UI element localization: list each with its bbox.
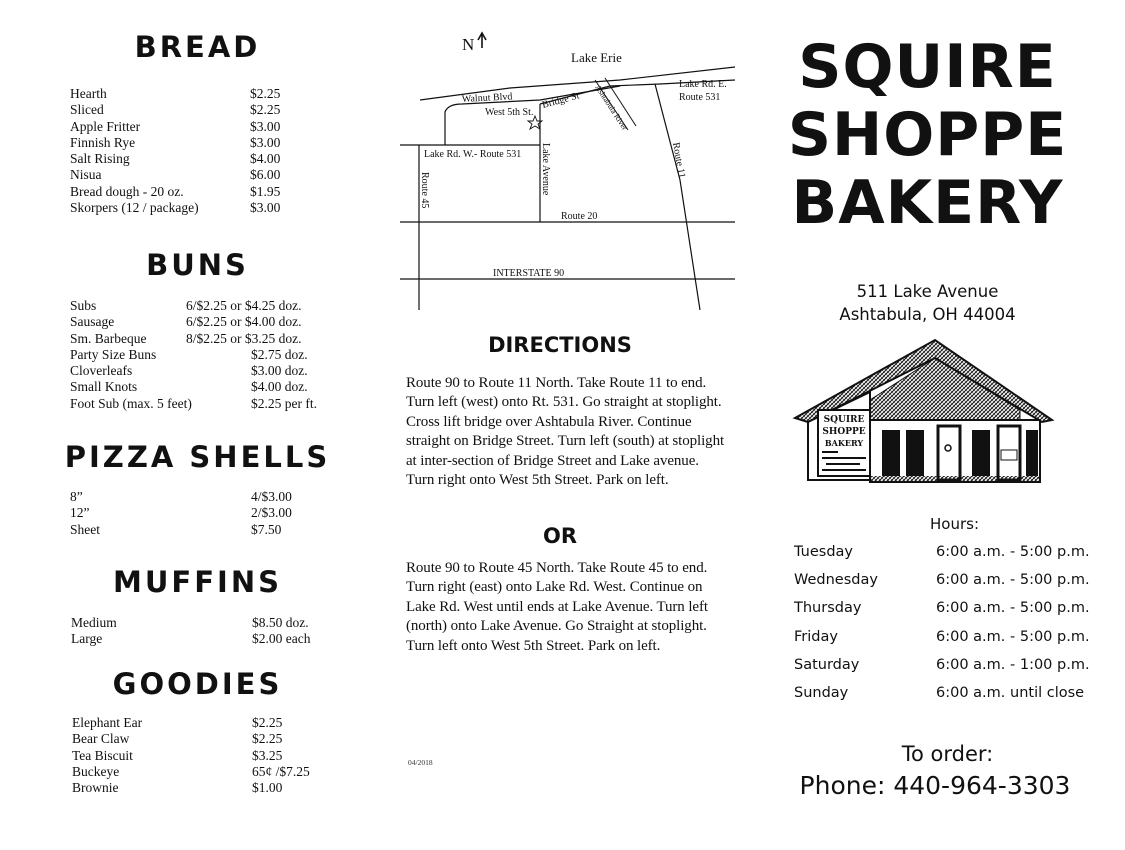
route-20-label: Route 20	[561, 211, 598, 222]
pizza-shells-heading: PIZZA SHELLS	[64, 440, 331, 474]
item-name: Large	[71, 631, 103, 647]
item-name: Sliced	[70, 102, 104, 118]
item-name: Brownie	[72, 780, 119, 796]
business-name-line3: BAKERY	[791, 168, 1064, 238]
hours-day: Thursday	[794, 600, 862, 617]
item-price: $3.25	[252, 747, 283, 763]
date-code: 04/2018	[408, 758, 433, 767]
list-item	[72, 731, 372, 747]
north-arrow-icon	[478, 33, 486, 48]
business-name-line1: SQUIRE	[798, 32, 1057, 102]
item-name: Tea Biscuit	[72, 747, 133, 763]
hours-row	[794, 629, 1114, 657]
directions-column	[390, 0, 770, 850]
item-price: 6/$2.25 or $4.25 doz.	[186, 298, 302, 313]
list-item	[70, 379, 370, 395]
goodies-list	[72, 715, 372, 796]
lake-erie-label: Lake Erie	[571, 50, 622, 65]
item-price: $3.00	[250, 200, 281, 216]
item-price: $2.25	[250, 86, 281, 101]
item-price: 8/$2.25 or $3.25 doz.	[186, 330, 302, 346]
address-line1: 511 Lake Avenue	[856, 282, 999, 301]
item-name: Finnish Rye	[70, 134, 136, 150]
list-item	[70, 167, 370, 183]
list-item	[70, 200, 370, 216]
item-name: Bread dough - 20 oz.	[70, 183, 184, 199]
menu-column	[0, 0, 390, 850]
buns-list	[70, 298, 370, 412]
item-price: $4.00 doz.	[251, 379, 308, 395]
item-name: 8”	[70, 489, 83, 504]
list-item	[71, 631, 371, 647]
list-item	[70, 119, 370, 135]
lake-rd-west-label: Lake Rd. W.- Route 531	[424, 149, 522, 160]
item-price: 4/$3.00	[251, 489, 292, 504]
item-name: Party Size Buns	[70, 346, 157, 362]
route-11-label: Route 11	[670, 141, 688, 179]
directions-map	[390, 0, 770, 320]
item-price: $8.50 doz.	[252, 615, 309, 630]
muffins-list	[71, 615, 371, 648]
route-11-road	[655, 84, 700, 310]
item-name: Subs	[70, 298, 97, 313]
item-price: $2.25 per ft.	[251, 395, 317, 411]
business-column	[770, 0, 1125, 850]
item-name: Foot Sub (max. 5 feet)	[70, 395, 192, 411]
list-item	[70, 151, 370, 167]
list-item	[70, 331, 370, 347]
item-name: Hearth	[70, 86, 107, 101]
hours-time: 6:00 a.m. - 5:00 p.m.	[936, 544, 1090, 560]
list-item	[70, 363, 370, 379]
directions-route-11: Route 90 to Route 11 North. Take Route 11 to end. Turn left (west) onto Rt. 531. Go straight at stoplight. Cross lift bridge over Ashtabula River. Continue straight on Bridge Street. Turn left (south) at stoplight at inter-section of Bridge Street and Lake avenue. Turn right onto West 5th Street. Park on left.	[406, 375, 725, 489]
sign-line3: BAKERY	[824, 438, 864, 448]
bakery-building-illustration	[790, 330, 1070, 490]
item-price: 2/$3.00	[251, 505, 292, 521]
item-name: Buckeye	[72, 763, 120, 779]
bread-list	[70, 86, 370, 216]
item-name: Sm. Barbeque	[70, 330, 147, 346]
hours-day: Tuesday	[794, 544, 853, 560]
hours-heading: Hours:	[930, 515, 979, 533]
item-name: Skorpers (12 / package)	[70, 200, 199, 216]
hours-day: Saturday	[794, 656, 860, 673]
list-item	[70, 298, 370, 314]
hours-row	[794, 685, 1114, 713]
list-item	[72, 780, 372, 796]
hours-day: Friday	[794, 628, 838, 645]
list-item	[70, 396, 370, 412]
list-item	[70, 505, 370, 521]
list-item	[72, 748, 372, 764]
item-name: Small Knots	[70, 379, 138, 395]
ashtabula-river-label: Ashtabula River	[593, 83, 630, 132]
hours-row	[794, 572, 1114, 600]
lake-avenue-label: Lake Avenue	[540, 143, 551, 196]
list-item	[70, 135, 370, 151]
hours-row	[794, 657, 1114, 685]
item-price: 6/$2.25 or $4.00 doz.	[186, 314, 302, 330]
route-45-label: Route 45	[419, 172, 430, 209]
item-price: $1.95	[250, 183, 281, 199]
item-name: 12”	[70, 505, 90, 521]
item-name: Elephant Ear	[72, 715, 143, 730]
order-label: To order:	[901, 742, 994, 766]
item-price: $2.25	[252, 731, 283, 747]
buns-heading: BUNS	[146, 248, 249, 282]
item-price: $2.25	[252, 715, 283, 730]
list-item	[70, 522, 370, 538]
item-price: 65¢ /$7.25	[252, 763, 310, 779]
hours-time: 6:00 a.m. - 1:00 p.m.	[936, 656, 1090, 673]
order-phone: Phone: 440-964-3303	[799, 771, 1071, 800]
item-price: $6.00	[250, 167, 281, 183]
item-name: Sheet	[70, 521, 100, 537]
route-531-east-label: Route 531	[679, 92, 721, 103]
muffins-heading: MUFFINS	[113, 565, 282, 599]
list-item	[72, 764, 372, 780]
address-line2: Ashtabula, OH 44004	[839, 305, 1016, 324]
list-item	[70, 184, 370, 200]
item-price: $1.00	[252, 780, 283, 796]
interstate-90-label: INTERSTATE 90	[493, 268, 565, 279]
item-price: $3.00	[250, 134, 281, 150]
item-price: $7.50	[251, 521, 282, 537]
hours-list	[794, 544, 1114, 713]
item-price: $3.00	[250, 118, 281, 134]
bridge-st-label: Bridge St	[540, 90, 581, 111]
or-heading: OR	[542, 524, 578, 548]
item-name: Nisua	[70, 167, 102, 183]
list-item	[70, 86, 370, 102]
item-name: Sausage	[70, 314, 115, 330]
item-price: $4.00	[250, 151, 281, 167]
hours-day: Sunday	[794, 684, 849, 701]
lake-rd-east-label: Lake Rd. E.	[679, 79, 727, 90]
north-label: N	[462, 35, 475, 54]
list-item	[70, 347, 370, 363]
item-price: $2.25	[250, 102, 281, 118]
list-item	[70, 102, 370, 118]
directions-heading: DIRECTIONS	[488, 333, 632, 357]
item-name: Apple Fritter	[70, 118, 141, 134]
hours-row	[794, 544, 1114, 572]
list-item	[70, 489, 370, 505]
bread-heading: BREAD	[134, 30, 261, 64]
item-name: Cloverleafs	[70, 363, 133, 379]
item-price: $3.00 doz.	[251, 363, 308, 379]
sign-line2: SHOPPE	[822, 427, 866, 437]
list-item	[70, 314, 370, 330]
item-name: Bear Claw	[72, 731, 130, 747]
sign-line1: SQUIRE	[823, 415, 865, 425]
hours-time: 6:00 a.m. until close	[936, 684, 1085, 701]
hours-time: 6:00 a.m. - 5:00 p.m.	[936, 572, 1090, 589]
hours-time: 6:00 a.m. - 5:00 p.m.	[936, 628, 1090, 645]
directions-route-45: Route 90 to Route 45 North. Take Route 45 to end. Turn right (east) onto Lake Rd. West. Continue on Lake Rd. West until ends at Lake Avenue. Turn left (north) onto Lake Avenue. Go Straight at stoplight. Turn left onto West 5th Street. Park on left.	[406, 560, 708, 654]
west-5th-label: West 5th St.	[485, 107, 534, 118]
list-item	[72, 715, 372, 731]
hours-row	[794, 600, 1114, 628]
goodies-heading: GOODIES	[112, 667, 283, 701]
item-price: $2.00 each	[252, 631, 311, 647]
list-item	[71, 615, 371, 631]
item-price: $2.75 doz.	[251, 346, 308, 362]
hours-time: 6:00 a.m. - 5:00 p.m.	[936, 600, 1090, 617]
item-name: Salt Rising	[70, 151, 130, 167]
item-name: Medium	[71, 615, 117, 630]
pizza-list	[70, 489, 370, 538]
business-name-line2: SHOPPE	[787, 100, 1068, 170]
walnut-blvd-label: Walnut Blvd	[461, 91, 513, 105]
hours-day: Wednesday	[794, 572, 878, 589]
